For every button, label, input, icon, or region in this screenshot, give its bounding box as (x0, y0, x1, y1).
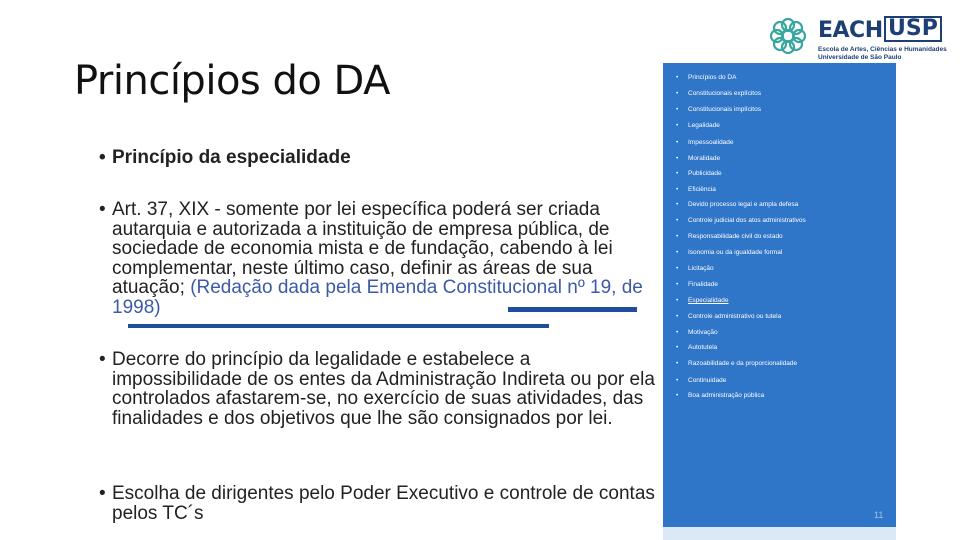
logo-each-text: EACH (818, 18, 883, 43)
menu-bullet-icon: • (676, 122, 679, 129)
bullet-text: Escolha de dirigentes pelo Poder Executivo e controle de contas pelos TC´s (112, 483, 655, 524)
menu-bullet-icon: • (676, 217, 679, 224)
menu-bullet-icon: • (676, 377, 679, 384)
menu-bullet-icon: • (676, 281, 679, 288)
menu-bullet-icon: • (676, 297, 679, 304)
menu-item-label: Publicidade (688, 170, 722, 177)
bullet-text: Princípio da especialidade (112, 147, 351, 168)
menu-item-label: Licitação (688, 265, 714, 272)
menu-item-label: Finalidade (688, 281, 718, 288)
bullet-icon: • (99, 199, 106, 220)
bullet-icon: • (99, 349, 106, 370)
slide-title: Princípios do DA (74, 58, 391, 104)
logo-subtitle (818, 46, 947, 61)
bullet-icon: • (99, 483, 106, 504)
menu-bullet-icon: • (676, 344, 679, 351)
menu-item-label: Constitucionais explícitos (688, 90, 761, 97)
menu-bullet-icon: • (676, 265, 679, 272)
menu-item-label: Impessoalidade (688, 139, 734, 146)
menu-bullet-icon: • (676, 186, 679, 193)
highlight-underline (508, 307, 637, 312)
highlight-underline (128, 324, 549, 328)
menu-item-label: Eficiência (688, 186, 716, 193)
bullet-text: Art. 37, XIX - somente por lei específica poderá ser criada autarquia e autorizada a instituição de empresa pública, de sociedade de economia mista e de fundação, cabendo à lei complementar, neste último caso, definir as áreas de sua atuação; (112, 199, 613, 298)
page-number: 11 (874, 510, 884, 520)
bullet-item (99, 147, 351, 168)
bullet-item (99, 483, 657, 524)
each-usp-logo (762, 4, 960, 72)
panel-bottom-strip (663, 527, 896, 540)
menu-bullet-icon: • (676, 392, 679, 399)
logo-subtitle-line1: Escola de Artes, Ciências e Humanidades (818, 46, 947, 53)
navigation-panel (663, 63, 896, 528)
menu-bullet-icon: • (676, 90, 679, 97)
menu-bullet-icon: • (676, 233, 679, 240)
menu-item-label: Responsabilidade civil do estado (688, 233, 783, 240)
menu-item-label: Princípios do DA (688, 74, 737, 81)
menu-item-label: Controle administrativo ou tutela (688, 313, 782, 320)
menu-item-label: Continuidade (688, 377, 727, 384)
menu-bullet-icon: • (676, 74, 679, 81)
menu-bullet-icon: • (676, 360, 679, 367)
bullet-item (99, 349, 657, 429)
logo-usp-text: USP (884, 16, 942, 42)
menu-item-label: Isonomia ou da igualdade formal (688, 249, 783, 256)
menu-bullet-icon: • (676, 155, 679, 162)
menu-item-label: Especialidade (688, 297, 729, 304)
menu-bullet-icon: • (676, 170, 679, 177)
menu-item-label: Boa administração pública (688, 392, 765, 399)
menu-bullet-icon: • (676, 139, 679, 146)
menu-item-label: Motivação (688, 329, 718, 336)
menu-item-label: Devido processo legal e ampla defesa (688, 201, 799, 208)
menu-item-label: Legalidade (688, 122, 720, 129)
menu-item-label: Autotutela (688, 344, 718, 351)
bullet-text: Decorre do princípio da legalidade e estabelece a impossibilidade de os entes da Administração Indireta ou por ela controlados afastarem-se, no exercício de suas atividades, das finalidades e dos objetivos que lhe são consignados por lei. (112, 349, 655, 429)
bullet-item (99, 199, 657, 318)
menu-item-label: Razoabilidade e da proporcionalidade (688, 360, 798, 367)
menu-bullet-icon: • (676, 313, 679, 320)
each-logo-mark-icon (762, 10, 814, 62)
menu-bullet-icon: • (676, 201, 679, 208)
menu-bullet-icon: • (676, 329, 679, 336)
logo-subtitle-line2: Universidade de São Paulo (818, 53, 902, 61)
menu-item-label: Constitucionais implícitos (688, 106, 761, 113)
menu-bullet-icon: • (676, 249, 679, 256)
menu-item-label: Controle judicial dos atos administrativos (688, 217, 806, 224)
menu-item-label: Moralidade (688, 155, 721, 162)
menu-bullet-icon: • (676, 106, 679, 113)
redacao-link[interactable]: (Redação dada pela Emenda Constitucional nº 19, de 1998) (112, 277, 643, 318)
bullet-icon: • (99, 147, 106, 168)
